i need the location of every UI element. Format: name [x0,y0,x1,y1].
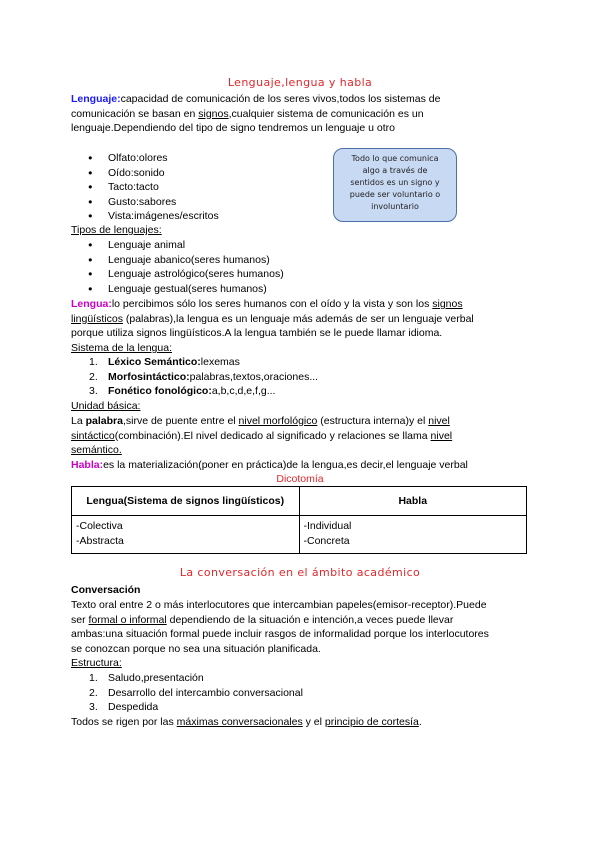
lenguaje-line3: lenguaje.Dependiendo del tipo de signo tendremos un lenguaje u otro [71,122,395,135]
palabra-term: palabra [85,415,123,427]
list-item: ● Oído:sonido [71,166,321,181]
list-item [71,671,421,686]
lengua-line3: porque utiliza signos lingüísticos.A la lengua también se le puede llamar idioma. [71,327,443,340]
lengua-line2: (palabras),la lengua es un lenguaje más además de ser un lenguaje verbal [122,312,474,325]
estructura-heading: Estructura: [71,657,122,669]
text-line: Texto oral entre 2 o más interlocutores que intercambian papeles(emisor-receptor).Puede [71,599,487,611]
lengua-paragraph [71,297,551,341]
lenguaje-line2: comunicación se basan en [71,107,199,120]
habla-label: Habla: [71,459,104,471]
sistema-heading: Sistema de la lengua: [71,342,172,354]
table-header-row [72,487,527,516]
tipos-heading: Tipos de lenguajes: [71,224,162,236]
callout-line: puede ser voluntario o [349,190,441,199]
text-line: se conozcan porque no sea una situación planificada. [71,642,321,655]
callout-line: sentidos es un signo y [350,178,440,187]
list-number: 1. [89,672,98,684]
list-item: ● Lenguaje astrológico(seres humanos) [71,267,371,282]
signos-link: signos [198,107,229,120]
table-header: Lengua(Sistema de signos lingüísticos) [72,487,300,516]
item-text: Despedida [108,701,159,714]
text: (combinación).El nivel dedicado al significado y relaciones se llama [114,429,431,442]
cortesia-link: principio de cortesía [324,716,419,728]
callout-box [333,148,457,222]
term: Léxico Semántico: [108,356,201,368]
term: Fonético fonológico: [108,385,212,398]
list-number: 2. [89,370,98,383]
dicotomia-title: Dicotomía [276,473,324,485]
list-item [71,355,421,370]
conversacion-heading: Conversación [71,584,141,596]
cell-line: -Abstracta [76,534,124,547]
text: ser [71,613,89,626]
text: . [418,716,422,728]
page-title: Lenguaje,lengua y habla [227,76,373,89]
sistema-list [71,355,421,399]
conversacion-paragraph [71,598,551,656]
list-item: ● Lenguaje gestual(seres humanos) [71,282,371,297]
list-number: 2. [89,686,98,699]
cell-line: -Colectiva [76,520,123,532]
list-item: ● Olfato:olores [71,151,321,166]
dicotomia-table [71,486,527,554]
maximas-link: máximas conversacionales [176,716,303,728]
callout-line: Todo lo que comunica [351,154,439,163]
list-item: ● Lenguaje abanico(seres humanos) [71,253,371,268]
text: ,sirve de puente entre el [122,415,239,427]
lenguaje-line2-post: ,cualquier sistema de comunicación es un [228,107,424,120]
table-cell [299,516,527,554]
habla-text: es la materialización(poner en práctica)de la lengua,es decir,el lenguaje verbal [103,459,468,471]
list-item: ● Vista:imágenes/escritos [71,209,321,224]
estructura-list [71,671,421,715]
linguisticos-link: lingüísticos [71,312,123,325]
term: Morfosintáctico: [108,370,190,383]
callout-line: algo a través de [362,166,428,175]
definition: lexemas [200,356,240,368]
list-item [71,370,421,385]
list-item: ● Lenguaje animal [71,238,371,253]
habla-paragraph [71,458,551,473]
text: La [71,415,86,427]
nivel-link: nivel [428,415,450,427]
definition: palabras,textos,oraciones... [189,370,319,383]
nivel-link: nivel [430,429,453,442]
definition: a,b,c,d,e,f,g... [211,385,276,398]
signos-link: signos [432,298,463,310]
list-item: ● Gusto:sabores [71,195,321,210]
cell-line: -Concreta [303,534,350,547]
text-line: ambas:una situación formal puede incluir rasgos de informalidad porque los interlocutores [71,628,489,641]
item-text: Desarrollo del intercambio conversacional [108,686,303,699]
lengua-label: Lengua: [71,298,112,310]
list-number: 3. [89,385,98,398]
table-cell [72,516,300,554]
lengua-line1: lo percibimos sólo los seres humanos con el oído y la vista y son los [111,298,433,310]
sintactico-link: sintáctico [71,429,115,442]
text: Todos se rigen por las [71,716,177,728]
unidad-heading: Unidad básica: [71,400,141,412]
list-number: 1. [89,356,98,368]
semantico-link: semántico. [71,444,122,457]
lenguaje-line1: capacidad de comunicación de los seres vivos,todos los sistemas de [120,93,441,105]
section-title: La conversación en el ámbito académico [179,566,421,579]
text: (estructura interna)y el [317,415,429,427]
senses-list [71,151,321,224]
text: y el [302,716,325,728]
cell-line: -Individual [303,520,352,532]
callout-line: involuntario [371,202,419,211]
lenguaje-paragraph [71,92,541,136]
list-number: 3. [89,701,98,714]
formal-informal-link: formal o informal [88,613,167,626]
nivel-morfologico-link: nivel morfológico [238,415,318,427]
item-text: Saludo,presentación [108,672,204,684]
table-header: Habla [299,487,527,516]
list-item [71,686,421,701]
unidad-paragraph [71,414,551,458]
text: dependiendo de la situación e intención,a veces puede llevar [166,613,454,626]
list-item [71,384,421,399]
list-item: ● Tacto:tacto [71,180,321,195]
tipos-list [71,238,371,296]
list-item [71,700,421,715]
lenguaje-label: Lenguaje: [71,93,121,105]
closing-line [71,715,551,730]
table-row [72,516,527,554]
